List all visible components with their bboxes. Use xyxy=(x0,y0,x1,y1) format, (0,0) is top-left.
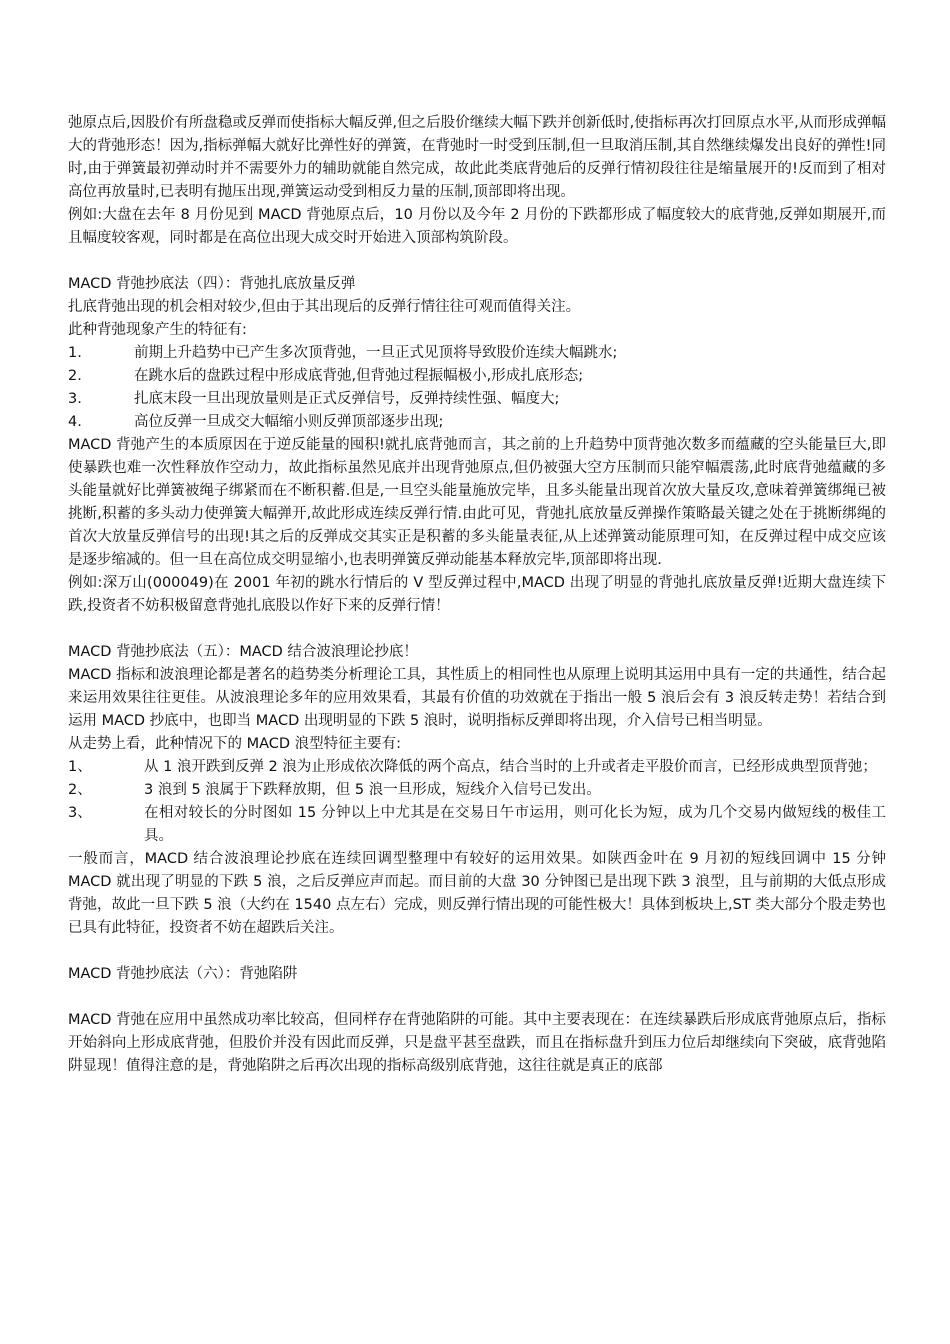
list-item-number: 1. xyxy=(68,345,82,361)
paragraph-intro-continuation: 弛原点后,因股价有所盘稳或反弹而使指标大幅反弹,但之后股价继续大幅下跌并创新低时,使指标再次打回原点水平,从而形成弹幅大的背弛形态！因为,指标弹幅大就好比弹性好的弹簧，在背弛时一时受到压制,但一旦取消压制,其自然继续爆发出良好的弹性!同时,由于弹簧最初弹动时并不需要外力的辅助就能自然完成，故此此类底背弛后的反弹行情初段往往是缩量展开的!反而到了相对高位再放量时,已表明有抛压出现,弹簧运动受到相反力量的压制,顶部即将出现。 xyxy=(68,115,886,200)
section-4-paragraph-4: 例如:深万山(000049)在 2001 年初的跳水行情后的 V 型反弹过程中,MACD 出现了明显的背弛扎底放量反弹!近期大盘连续下跌,投资者不妨积极留意背弛扎底股以作好下来的反弹行情！ xyxy=(68,575,886,614)
section-5-paragraph-3: 一般而言，MACD 结合波浪理论抄底在连续回调型整理中有较好的运用效果。如陕西金叶在 9 月初的短线回调中 15 分钟 MACD 就出现了明显的下跌 5 浪，之后反弹应声而起。而目前的大盘 30 分钟图已是出现下跌 3 浪型，且与前期的大低点形成背弛，故此一旦下跌 5 浪（大约在 1540 点左右）完成，则反弹行情出现的可能性极大！具体到板块上,ST 类大部分个股走势也已具有此特征，投资者不妨在超跌后关注。 xyxy=(68,851,886,936)
paragraph-intro-example: 例如:大盘在去年 8 月份见到 MACD 背弛原点后，10 月份以及今年 2 月份的下跌都形成了幅度较大的底背弛,反弹如期展开,而且幅度较客观，同时都是在高位出现大成交时开始进入顶部构筑阶段。 xyxy=(68,207,886,246)
section-4-paragraph-2: 此种背弛现象产生的特征有: xyxy=(68,322,247,338)
section-5-paragraph-2: 从走势上看，此种情况下的 MACD 浪型特征主要有: xyxy=(68,736,402,752)
list-item-number: 3、 xyxy=(68,805,92,821)
list-item-text: 高位反弹一旦成交大幅缩小则反弹顶部逐步出现; xyxy=(134,414,444,430)
list-item xyxy=(68,388,886,411)
list-item-number: 2、 xyxy=(68,782,92,798)
spacer xyxy=(68,250,886,273)
list-item-text: 在跳水后的盘跌过程中形成底背弛,但背弛过程振幅极小,形成扎底形态; xyxy=(134,368,584,384)
list-item xyxy=(68,342,886,365)
list-item xyxy=(68,411,886,434)
section-4-paragraph-1: 扎底背弛出现的机会相对较少,但由于其出现后的反弹行情往往可观而值得关注。 xyxy=(68,299,581,315)
list-item-text: 3 浪到 5 浪属于下跌释放期，但 5 浪一旦形成，短线介入信号已发出。 xyxy=(144,782,601,798)
document-page xyxy=(68,112,886,1078)
list-item-number: 3. xyxy=(68,391,82,407)
list-item xyxy=(68,365,886,388)
list-item-number: 4. xyxy=(68,414,82,430)
spacer xyxy=(68,940,886,963)
section-6-heading: MACD 背弛抄底法（六）：背弛陷阱 xyxy=(68,966,298,982)
list-item xyxy=(68,802,886,848)
section-5-paragraph-1: MACD 指标和波浪理论都是著名的趋势类分析理论工具，其性质上的相同性也从原理上说明其运用中具有一定的共通性，结合起来运用效果往往更佳。从波浪理论多年的应用效果看，其最有价值的功效就在于指出一般 5 浪后会有 3 浪反转走势！若结合到运用 MACD 抄底中，也即当 MACD 出现明显的下跌 5 浪时，说明指标反弹即将出现，介入信号已相当明显。 xyxy=(68,667,886,729)
spacer xyxy=(68,618,886,641)
section-6-paragraph-1: MACD 背弛在应用中虽然成功率比较高，但同样存在背弛陷阱的可能。其中主要表现在：在连续暴跌后形成底背弛原点后，指标开始斜向上形成底背弛，但股价并没有因此而反弹，只是盘平甚至盘跌，而且在指标盘升到压力位后却继续向下突破，底背弛陷阱显现！值得注意的是，背弛陷阱之后再次出现的指标高级别底背弛，这往往就是真正的底部 xyxy=(68,1012,886,1074)
list-item xyxy=(68,779,886,802)
list-item-text: 扎底末段一旦出现放量则是正式反弹信号，反弹持续性强、幅度大; xyxy=(134,391,560,407)
list-item xyxy=(68,756,886,779)
list-item-text: 在相对较长的分时图如 15 分钟以上中尤其是在交易日午市运用，则可化长为短，成为几个交易内做短线的极佳工具。 xyxy=(144,805,886,844)
spacer xyxy=(68,986,886,1009)
list-item-text: 前期上升趋势中已产生多次顶背弛，一旦正式见顶将导致股价连续大幅跳水; xyxy=(134,345,618,361)
list-item-text: 从 1 浪开跌到反弹 2 浪为止形成依次降低的两个高点，结合当时的上升或者走平股价而言，已经形成典型顶背弛； xyxy=(144,759,877,775)
list-item-number: 2. xyxy=(68,368,82,384)
list-item-number: 1、 xyxy=(68,759,92,775)
section-5-heading: MACD 背弛抄底法（五）：MACD 结合波浪理论抄底！ xyxy=(68,644,418,660)
section-4-paragraph-3: MACD 背弛产生的本质原因在于逆反能量的囤积!就扎底背弛而言，其之前的上升趋势中顶背弛次数多而蕴藏的空头能量巨大,即使暴跌也难一次性释放作空动力，故此指标虽然见底并出现背弛原点,但仍被强大空方压制而只能窄幅震荡,此时底背弛蕴藏的多头能量就好比弹簧被绳子绑紧而在不断积蓄.但是,一旦空头能量施放完毕，且多头能量出现首次放大量反攻,意味着弹簧绑绳已被挑断,积蓄的多头动力使弹簧大幅弹开,故此形成连续反弹行情.由此可见，背弛扎底放量反弹操作策略最关键之处在于挑断绑绳的首次大放量反弹信号的出现!其之后的反弹成交其实正是积蓄的多头能量表征,从上述弹簧动能原理可知，在反弹过程中成交应该是逐步缩减的。但一旦在高位成交明显缩小,也表明弹簧反弹动能基本释放完毕,顶部即将出现. xyxy=(68,437,886,568)
section-4-heading: MACD 背弛抄底法（四）：背弛扎底放量反弹 xyxy=(68,276,356,292)
